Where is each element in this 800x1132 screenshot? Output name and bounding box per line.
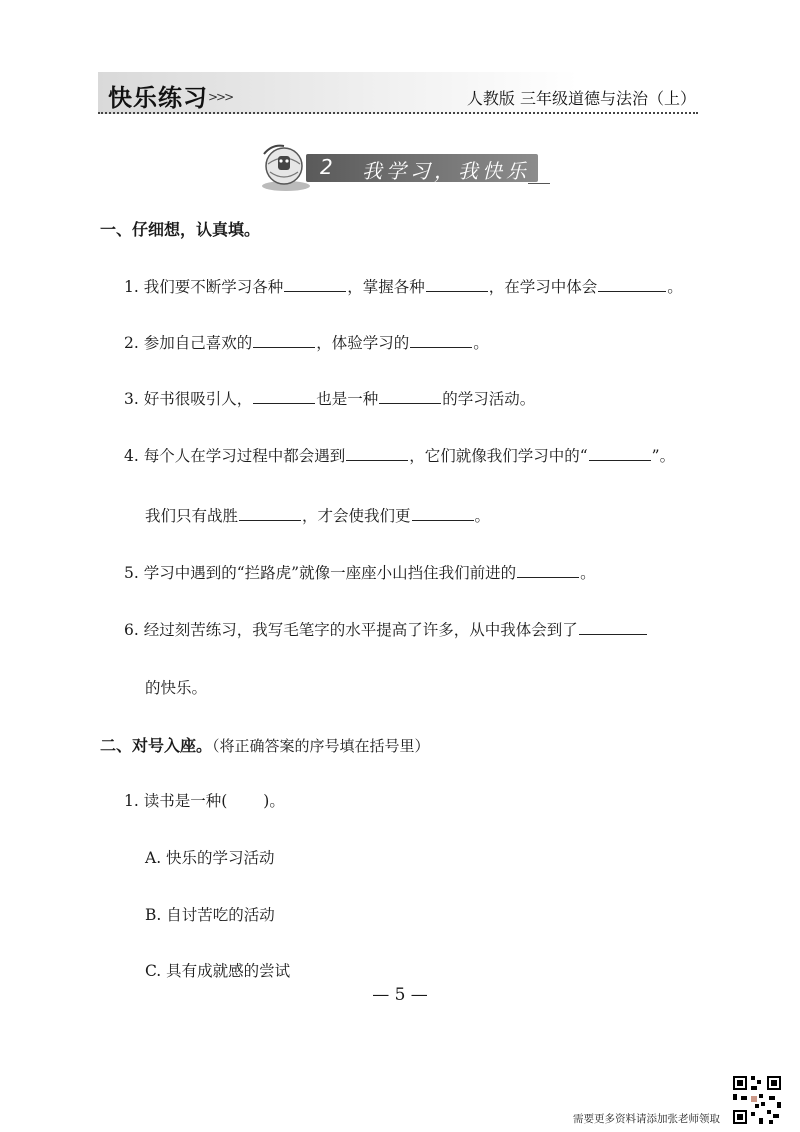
footer-note: 需要更多资料请添加张老师领取 (573, 1113, 720, 1125)
series-brand: 快乐练习 (108, 84, 208, 112)
edition-label: 人教版 三年级道德与法治（上） (466, 89, 696, 108)
option-b: B. 自讨苦吃的活动 (145, 906, 275, 924)
answer-blank[interactable] (284, 277, 346, 292)
lesson-title-banner (258, 142, 550, 192)
answer-blank[interactable] (598, 277, 666, 292)
answer-blank[interactable] (412, 506, 474, 521)
answer-blank[interactable] (346, 446, 408, 461)
option-c: C. 具有成就感的尝试 (145, 962, 291, 980)
question-3: 3. 好书很吸引人， 也是一种 的学习活动。 (124, 390, 536, 408)
question-2: 2. 参加自己喜欢的 ，体验学习的 。 (124, 334, 489, 352)
answer-blank[interactable] (517, 563, 579, 578)
choice-question-1: 1. 读书是一种( )。 (124, 792, 285, 810)
header-divider (98, 112, 698, 114)
lesson-title: 我学习，我快乐 (362, 159, 530, 183)
question-4: 4. 每个人在学习过程中都会遇到 ，它们就像我们学习中的“ ”。 (124, 447, 676, 465)
answer-blank[interactable] (253, 333, 315, 348)
section2-title: 二、对号入座。（将正确答案的序号填在括号里） (100, 736, 430, 755)
question-5: 5. 学习中遇到的“拦路虎”就像一座座小山挡住我们前进的 。 (124, 564, 596, 582)
answer-blank[interactable] (426, 277, 488, 292)
question-6-continued: 的快乐。 (145, 679, 208, 697)
answer-blank[interactable] (589, 446, 651, 461)
answer-blank[interactable] (579, 620, 647, 635)
answer-blank[interactable] (379, 389, 441, 404)
question-6: 6. 经过刻苦练习，我写毛笔字的水平提高了许多，从中我体会到了 (124, 618, 648, 640)
option-a: A. 快乐的学习活动 (145, 849, 275, 867)
question-4-continued: 我们只有战胜 ，才会使我们更 。 (145, 507, 491, 525)
section1-title: 一、仔细想，认真填。 (100, 220, 261, 239)
lesson-number: 2 (320, 155, 333, 179)
question-1: 1. 我们要不断学习各种 ，掌握各种 ，在学习中体会 。 (124, 278, 683, 296)
qr-code-icon (731, 1074, 783, 1126)
answer-blank[interactable] (253, 389, 315, 404)
section2-instruction: （将正确答案的序号填在括号里） (212, 737, 430, 755)
answer-blank[interactable] (239, 506, 301, 521)
answer-blank[interactable] (410, 333, 472, 348)
title-underline (528, 183, 550, 184)
page-number: — 5 — (372, 985, 428, 1005)
arrows-decoration: >>> (208, 90, 233, 104)
